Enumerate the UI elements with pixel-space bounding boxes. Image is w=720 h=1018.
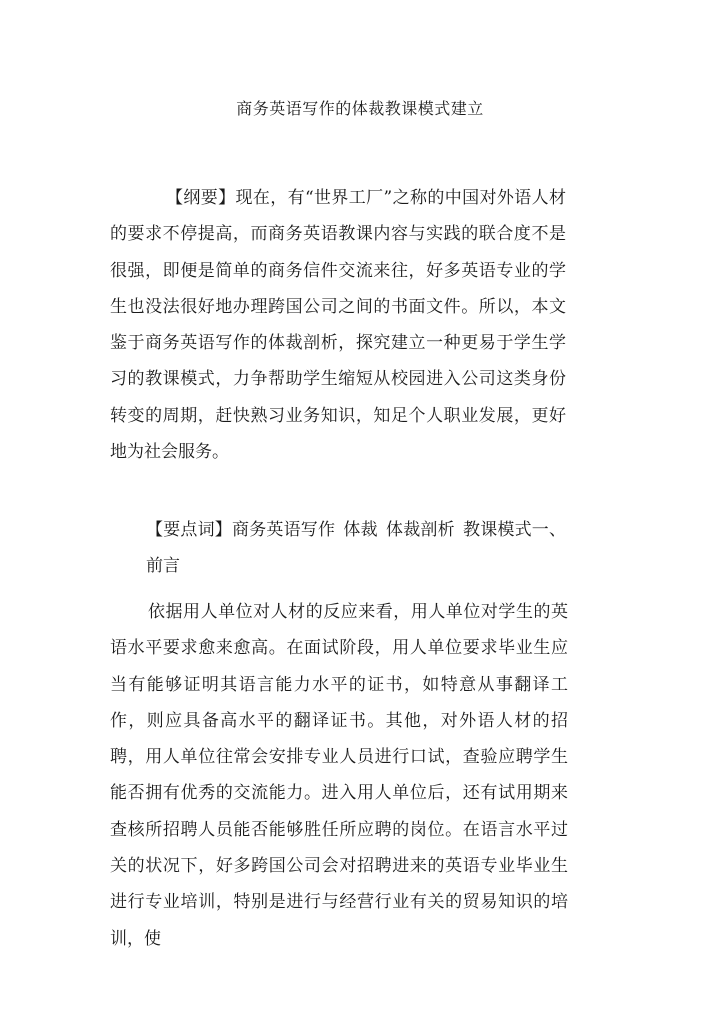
keyword-item: 教课模式一、 xyxy=(462,520,567,540)
keyword-item: 商务英语写作 xyxy=(232,520,336,540)
preface-heading: 前言 xyxy=(146,556,180,577)
keyword-item: 体裁剖析 xyxy=(385,520,455,540)
abstract-paragraph xyxy=(110,180,566,470)
document-title: 商务英语写作的体裁教课模式建立 xyxy=(236,99,484,118)
abstract-text: 现在，有“世界工厂”之称的中国对外语人材的要求不停提高，而商务英语教课内容与实践的联合度不是很强，即便是简单的商务信件交流来往，好多英语专业的学生也没法很好地办理跨国公司之间的书面文件。所以，本文鉴于商务英语写作的体裁剖析，探究建立一种更易于学生学习的教课模式，力争帮助学生缩短从校园进入公司这类身份转变的周期，赶快熟习业务知识，知足个人职业发展，更好地为社会服务。 xyxy=(110,188,566,463)
keyword-item: 体裁 xyxy=(343,520,378,540)
keywords-label: 【要点词】 xyxy=(146,520,232,540)
abstract-label: 【纲要】 xyxy=(166,188,236,208)
keywords-paragraph xyxy=(146,512,566,585)
body-paragraph: 依据用人单位对人材的反应来看，用人单位对学生的英语水平要求愈来愈高。在面试阶段，用人单位要求毕业生应当有能够证明其语言能力水平的证书，如特意从事翻译工作，则应具备高水平的翻译证书。其他，对外语人材的招聘，用人单位往常会安排专业人员进行口试，查验应聘学生能否拥有优秀的交流能力。进入用人单位后，还有试用期来查核所招聘人员能否能够胜任所应聘的岗位。在语言水平过关的状况下，好多跨国公司会对招聘进来的英语专业毕业生进行专业培训，特别是进行与经营行业有关的贸易知识的培训，使 xyxy=(110,602,568,949)
